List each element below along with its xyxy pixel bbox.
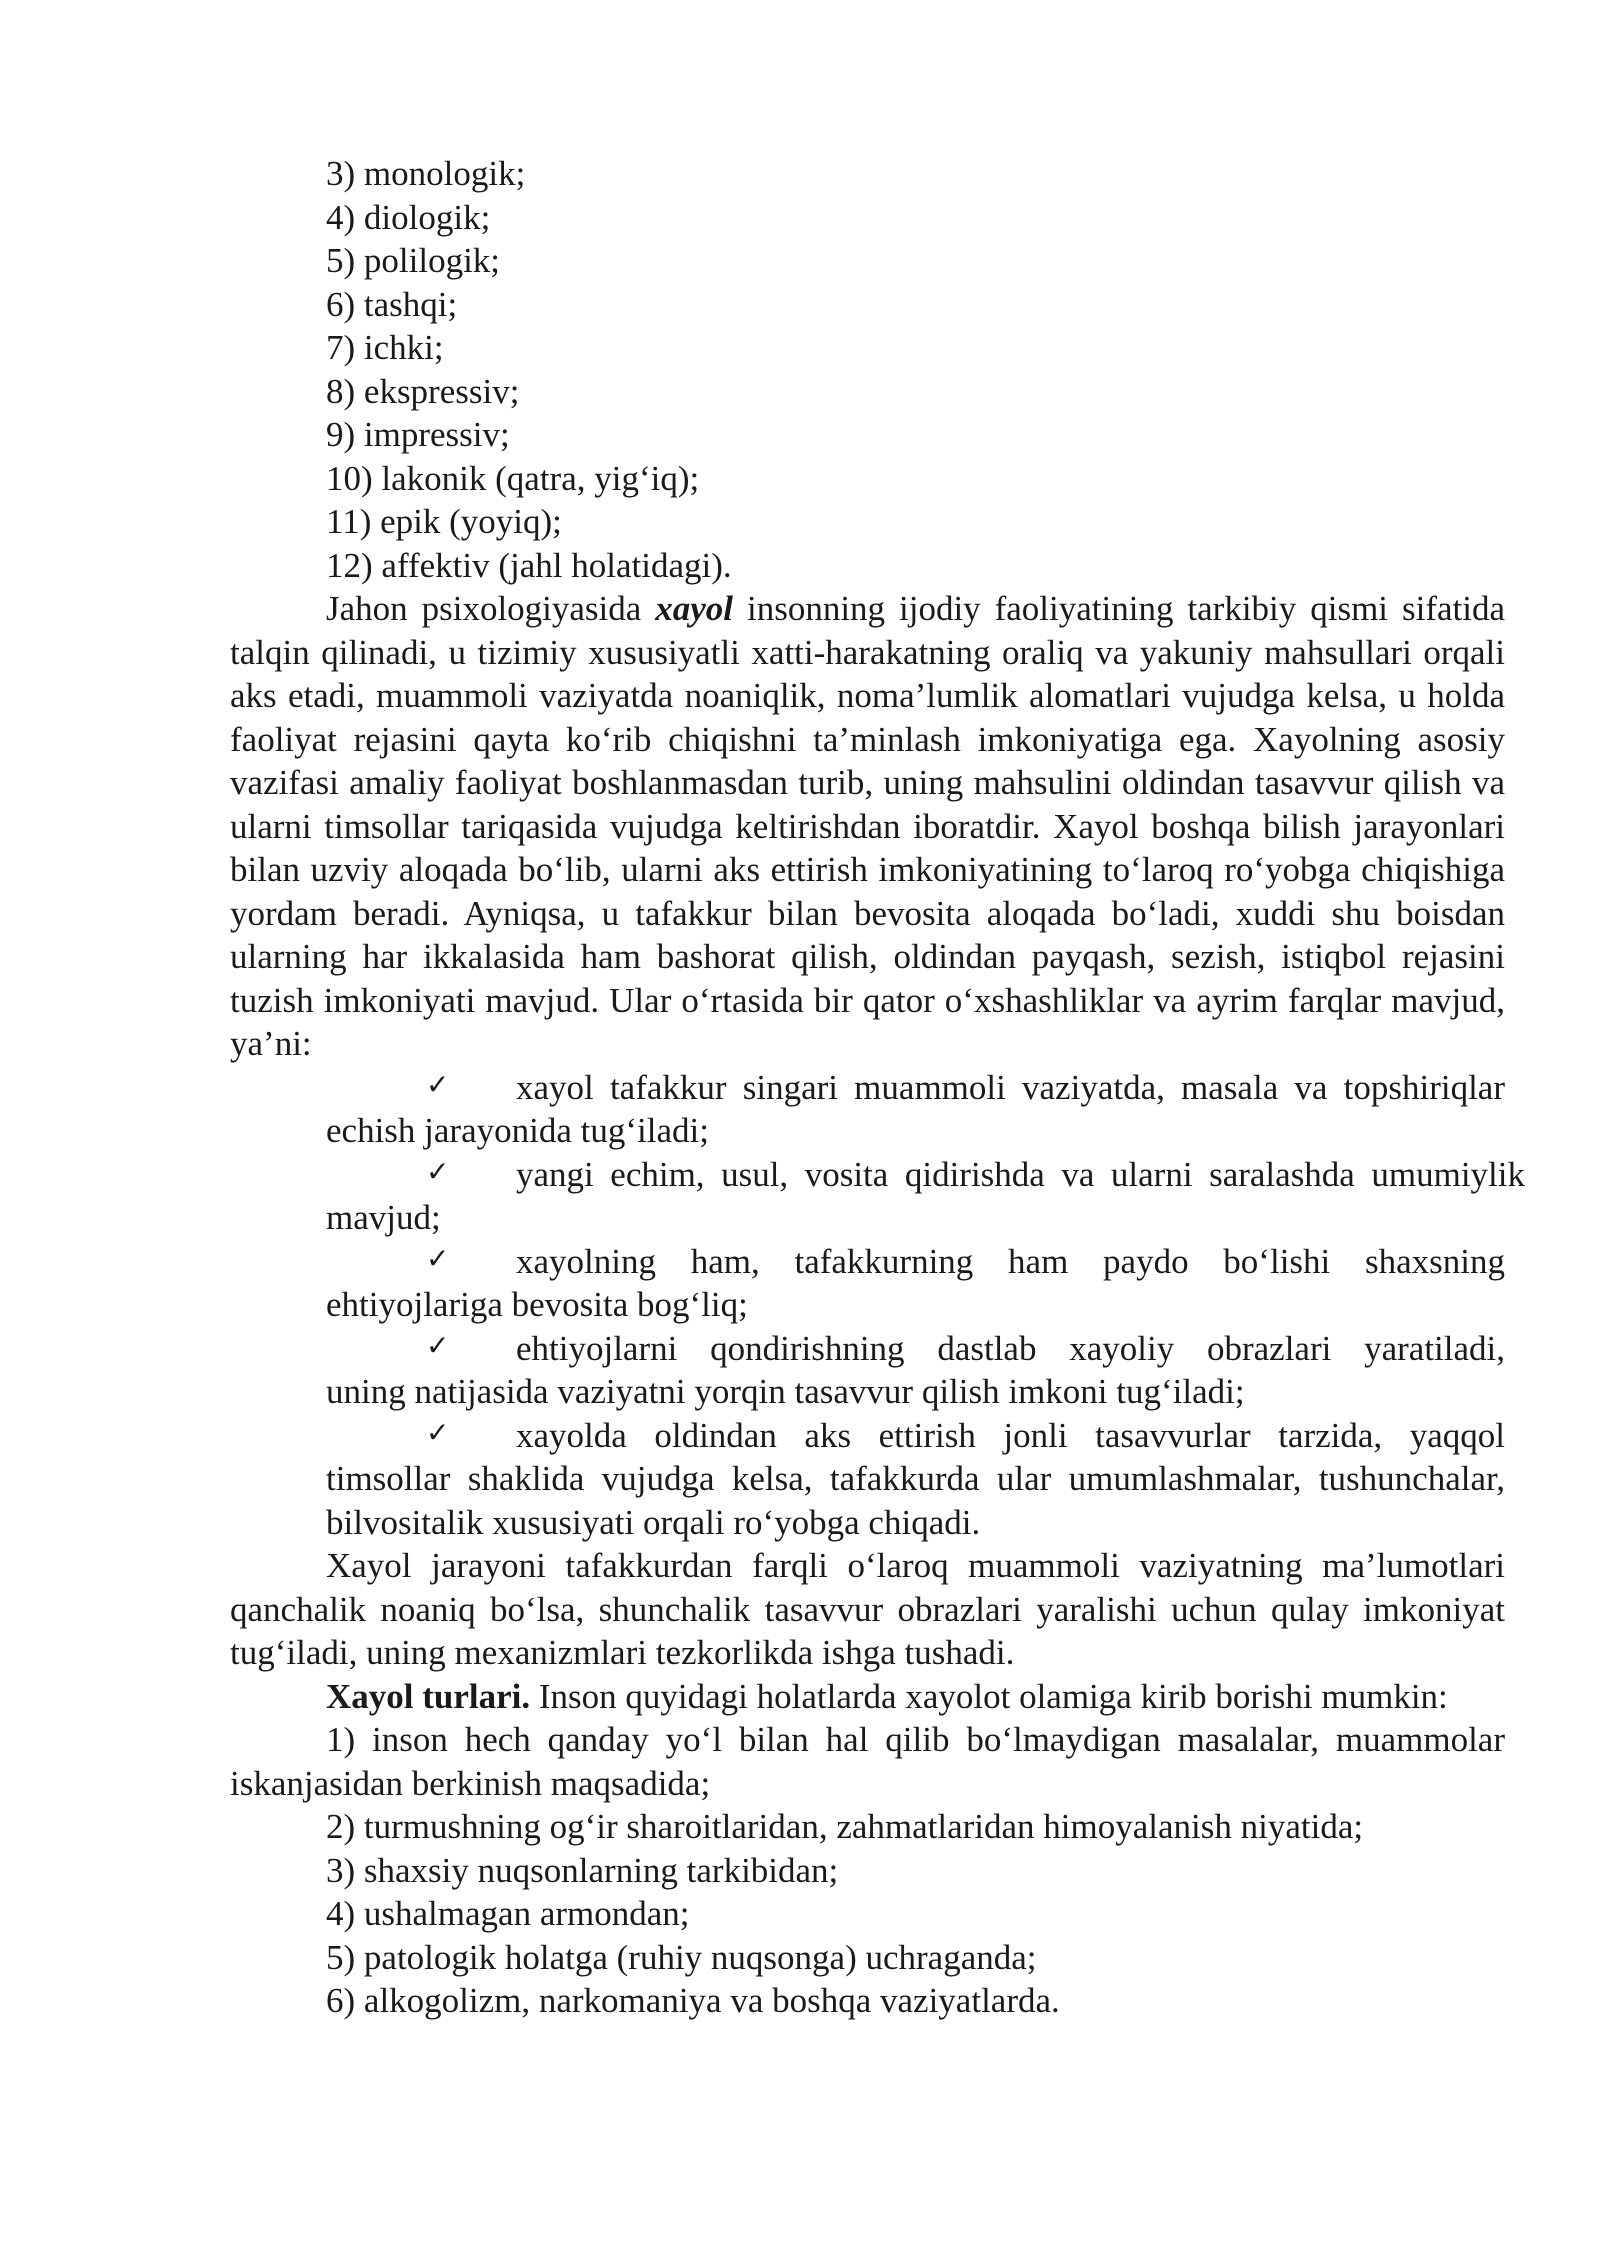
checkmark-icon: ✓ (426, 1067, 450, 1101)
paragraph-xayol-process: Xayol jarayoni tafakkurdan farqli o‘laroq muammoli vaziyatning ma’lumotlari qanchalik noaniq bo‘lsa, shunchalik tasavvur obrazlari yaralishi uchun qulay imkoniyat tug‘iladi, uning mexanizmlari tezkorlikda ishga tushadi. (230, 1546, 1505, 1672)
checklist-item-rest: mavjud; (326, 1198, 441, 1237)
checkmark-icon: ✓ (426, 1154, 450, 1188)
section-intro: Inson quyidagi holatlarda xayolot olamiga kirib borishi mumkin: (530, 1676, 1448, 1716)
paragraph-text: insonning ijodiy faoliyatining tarkibiy qismi sifatida talqin qilinadi, u tizimiy xususiyatli xatti-harakatning oraliq va yakuniy mahsullari orqali aks etadi, muammoli vaziyatda noaniqlik, noma’lumlik alomatlari vujudga kelsa, u holda faoliyat rejasini qayta ko‘rib chiqishni ta’minlash imkoniyatiga ega. Xayolning asosiy vazifasi amaliy faoliyat boshlanmasdan turib, uning mahsulini oldindan tasavvur qilish va ularni timsollar tariqasida vujudga keltirishdan iboratdir. Xayol boshqa bilish jarayonlari bilan uzviy aloqada bo‘lib, ularni aks ettirish imkoniyatining to‘laroq ro‘yobga chiqishiga yordam beradi. Ayniqsa, u tafakkur bilan bevosita aloqada bo‘ladi, xuddi shu boisdan ularning har ikkalasida ham bashorat qilish, oldindan payqash, sezish, istiqbol rejasini tuzish imkoniyati mavjud. Ular o‘rtasida bir qator o‘xshashliklar va ayrim farqlar mavjud, ya’ni: (230, 589, 1505, 1063)
list-item: 11) epik (yoyiq); (326, 502, 562, 541)
checklist-item-first-line: yangi echim, usul, vosita qidirishda va ularni saralashda umumiylik (516, 1154, 1525, 1194)
checklist-item-rest: echish jarayonida tug‘iladi; (326, 1111, 709, 1150)
list-item: 3) shaxsiy nuqsonlarning tarkibidan; (326, 1850, 839, 1890)
list-item: 6) tashqi; (326, 284, 458, 324)
checklist-item-first-line: xayolda oldindan aks ettirish jonli tasavvurlar tarzida, yaqqol (516, 1415, 1505, 1455)
list-item: 5) polilogik; (326, 241, 501, 280)
list-item: 6) alkogolizm, narkomaniya va boshqa vaziyatlarda. (326, 1981, 1060, 2020)
checklist-item (326, 1066, 1505, 1153)
list-item: 5) patologik holatga (ruhiy nuqsonga) uchraganda; (326, 1937, 1037, 1977)
list-item: 8) ekspressiv; (326, 371, 520, 411)
checklist-item-first-line: ehtiyojlarni qondirishning dastlab xayoliy obrazlari yaratiladi, (516, 1328, 1505, 1368)
checklist (230, 1066, 1525, 1545)
list-item: 2) turmushning og‘ir sharoitlaridan, zahmatlaridan himoyalanish niyatida; (326, 1807, 1364, 1846)
checklist-item-rest: uning natijasida vaziyatni yorqin tasavvur qilish imkoni tug‘iladi; (326, 1372, 1245, 1411)
checklist-item (326, 1153, 1525, 1240)
checklist-item-rest: ehtiyojlariga bevosita bog‘liq; (326, 1285, 748, 1324)
checklist-item (326, 1327, 1505, 1414)
list-item: 4) ushalmagan armondan; (326, 1894, 690, 1933)
list-item: 9) impressiv; (326, 415, 510, 454)
types-item-1: 1) inson hech qanday yo‘l bilan hal qilib bo‘lmaydigan masalalar, muammolar iskanjasidan berkinish maqsadida; (230, 1720, 1505, 1803)
term-xayol: xayol (655, 589, 734, 628)
top-list (230, 152, 1505, 587)
paragraph-lead: Jahon psixologiyasida (326, 589, 656, 628)
list-item: 4) diologik; (326, 197, 491, 237)
checklist-item (326, 1414, 1505, 1545)
checklist-item-first-line: xayol tafakkur singari muammoli vaziyatda, masala va topshiriqlar (516, 1067, 1505, 1107)
checklist-item (326, 1240, 1505, 1327)
list-item: 7) ichki; (326, 328, 444, 367)
checkmark-icon: ✓ (426, 1328, 450, 1362)
section-heading: Xayol turlari. (326, 1676, 531, 1716)
checklist-item-rest: timsollar shaklida vujudga kelsa, tafakkurda ular umumlashmalar, tushunchalar, bilvositalik xususiyati orqali ro‘yobga chiqadi. (326, 1459, 1505, 1542)
list-item: 12) affektiv (jahl holatidagi). (326, 545, 732, 585)
list-item: 10) lakonik (qatra, yig‘iq); (326, 458, 700, 498)
types-heading-line (326, 1675, 1505, 1719)
list-item: 3) monologik; (326, 154, 526, 193)
types-list (230, 1805, 1505, 2023)
checkmark-icon: ✓ (426, 1241, 450, 1275)
paragraph-xayol-definition (230, 587, 1505, 1066)
checklist-item-first-line: xayolning ham, tafakkurning ham paydo bo‘lishi shaxsning (516, 1241, 1505, 1281)
checkmark-icon: ✓ (426, 1415, 450, 1449)
